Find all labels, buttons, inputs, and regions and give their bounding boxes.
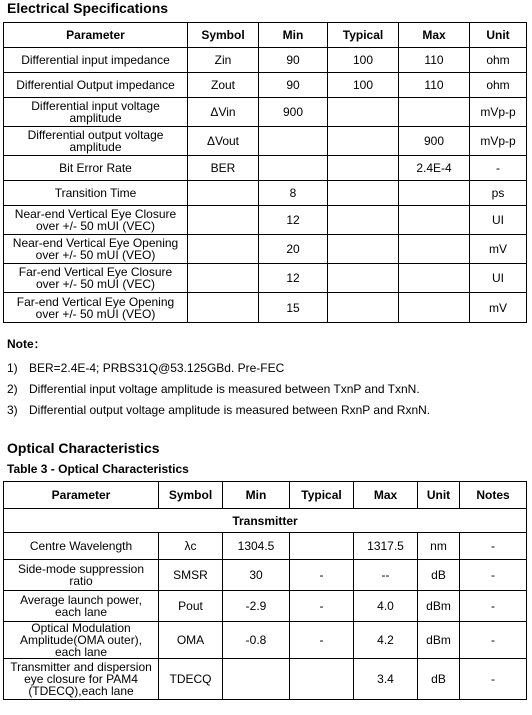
cell-min [259,127,328,156]
header-notes: Notes [460,482,527,509]
cell-typical [328,264,399,293]
header-unit: Unit [418,482,460,509]
table-caption: Table 3 - Optical Characteristics [7,462,189,476]
cell-notes: - [460,659,527,700]
cell-unit: mV [470,235,527,264]
cell-max: 110 [399,73,470,98]
cell-unit: ohm [470,48,527,73]
cell-parameter: Transmitter and dispersion eye closure for PAM4 (TDECQ),each lane [4,659,159,700]
header-min: Min [259,23,328,48]
cell-symbol: Zout [188,73,259,98]
cell-max [399,206,470,235]
cell-unit: mVp-p [470,127,527,156]
cell-parameter: Differential output voltage amplitude [4,127,188,156]
note-item [7,358,430,379]
note-text: BER=2.4E-4; PRBS31Q@53.125GBd. Pre-FEC [29,361,285,375]
notes-title: Note： [7,337,46,351]
table-row [4,622,527,659]
cell-typical: - [290,560,354,591]
table-row [4,127,527,156]
cell-symbol: λc [159,533,223,560]
cell-parameter: Optical Modulation Amplitude(OMA outer), each lane [4,622,159,659]
note-item [7,379,430,400]
cell-parameter: Side-mode suppression ratio [4,560,159,591]
header-symbol: Symbol [188,23,259,48]
cell-parameter: Differential Output impedance [4,73,188,98]
cell-min: -2.9 [223,591,290,622]
cell-symbol [188,293,259,323]
cell-typical: - [290,622,354,659]
cell-min: 90 [259,48,328,73]
cell-unit: dB [418,659,460,700]
cell-symbol: ΔVout [188,127,259,156]
cell-symbol: Zin [188,48,259,73]
cell-parameter: Near-end Vertical Eye Closure over +/- 50 mUI (VEC) [4,206,188,235]
note-item [7,400,430,421]
optical-characteristics-table [3,481,527,700]
note-number: 2) [7,382,18,396]
cell-typical: 100 [328,48,399,73]
cell-max: 4.2 [354,622,418,659]
table-header-row [4,23,527,48]
cell-typical [328,293,399,323]
table-row [4,560,527,591]
cell-symbol: OMA [159,622,223,659]
header-parameter: Parameter [4,482,159,509]
notes-section [7,335,430,421]
table-row [4,293,527,323]
header-symbol: Symbol [159,482,223,509]
cell-symbol: Pout [159,591,223,622]
note-number: 1) [7,361,18,375]
table-row [4,181,527,206]
header-min: Min [223,482,290,509]
cell-notes: - [460,591,527,622]
cell-typical [328,98,399,127]
cell-symbol: BER [188,156,259,181]
cell-max: 2.4E-4 [399,156,470,181]
cell-min: 30 [223,560,290,591]
cell-typical [328,181,399,206]
header-parameter: Parameter [4,23,188,48]
cell-symbol [188,264,259,293]
header-typical: Typical [328,23,399,48]
cell-symbol: ΔVin [188,98,259,127]
cell-max [399,235,470,264]
cell-notes: - [460,560,527,591]
header-unit: Unit [470,23,527,48]
cell-parameter: Transition Time [4,181,188,206]
cell-typical [328,127,399,156]
cell-unit: ps [470,181,527,206]
cell-parameter: Near-end Vertical Eye Opening over +/- 50 mUI (VEO) [4,235,188,264]
cell-symbol [188,235,259,264]
table-row [4,264,527,293]
cell-parameter: Far-end Vertical Eye Opening over +/- 50 mUI (VEO) [4,293,188,323]
table-row [4,48,527,73]
cell-max [399,181,470,206]
cell-typical [328,235,399,264]
cell-typical [328,206,399,235]
cell-max: 1317.5 [354,533,418,560]
table-row [4,659,527,700]
cell-max: -- [354,560,418,591]
optical-characteristics-title: Optical Characteristics [7,440,160,456]
header-max: Max [354,482,418,509]
cell-parameter: Centre Wavelength [4,533,159,560]
table-row [4,591,527,622]
cell-unit: ohm [470,73,527,98]
table-row [4,206,527,235]
cell-min: 20 [259,235,328,264]
cell-parameter: Far-end Vertical Eye Closure over +/- 50 mUI (VEC) [4,264,188,293]
cell-parameter: Average launch power, each lane [4,591,159,622]
cell-unit: dB [418,560,460,591]
table-row [4,235,527,264]
cell-min [223,659,290,700]
table-row [4,73,527,98]
cell-max: 110 [399,48,470,73]
cell-max [399,98,470,127]
table-row [4,533,527,560]
cell-typical: 100 [328,73,399,98]
cell-unit: dBm [418,622,460,659]
cell-unit: mV [470,293,527,323]
cell-min: 8 [259,181,328,206]
table-header-row [4,482,527,509]
cell-unit: mVp-p [470,98,527,127]
cell-unit: UI [470,206,527,235]
cell-max: 4.0 [354,591,418,622]
cell-max: 3.4 [354,659,418,700]
note-number: 3) [7,403,18,417]
cell-symbol: SMSR [159,560,223,591]
cell-min: 12 [259,264,328,293]
cell-max [399,264,470,293]
cell-parameter: Differential input voltage amplitude [4,98,188,127]
cell-unit: nm [418,533,460,560]
section-row-transmitter [4,509,527,533]
cell-max [399,293,470,323]
cell-symbol [188,181,259,206]
table-row [4,98,527,127]
note-text: Differential input voltage amplitude is measured between TxnP and TxnN. [29,382,420,396]
notes-list [7,358,430,421]
cell-min: 12 [259,206,328,235]
electrical-specifications-title: Electrical Specifications [7,0,169,16]
electrical-specifications-table [3,22,527,323]
cell-parameter: Bit Error Rate [4,156,188,181]
cell-unit: UI [470,264,527,293]
cell-unit: - [470,156,527,181]
cell-unit: dBm [418,591,460,622]
cell-symbol: TDECQ [159,659,223,700]
cell-typical: - [290,591,354,622]
table-row [4,156,527,181]
cell-min: 1304.5 [223,533,290,560]
cell-typical [290,533,354,560]
note-text: Differential output voltage amplitude is measured between RxnP and RxnN. [29,403,431,417]
cell-symbol [188,206,259,235]
header-max: Max [399,23,470,48]
header-typical: Typical [290,482,354,509]
cell-notes: - [460,622,527,659]
section-label-transmitter: Transmitter [4,509,527,533]
cell-typical [328,156,399,181]
cell-min: 900 [259,98,328,127]
cell-notes: - [460,533,527,560]
cell-min: 15 [259,293,328,323]
cell-typical [290,659,354,700]
cell-max: 900 [399,127,470,156]
cell-parameter: Differential input impedance [4,48,188,73]
cell-min: 90 [259,73,328,98]
cell-min: -0.8 [223,622,290,659]
cell-min [259,156,328,181]
